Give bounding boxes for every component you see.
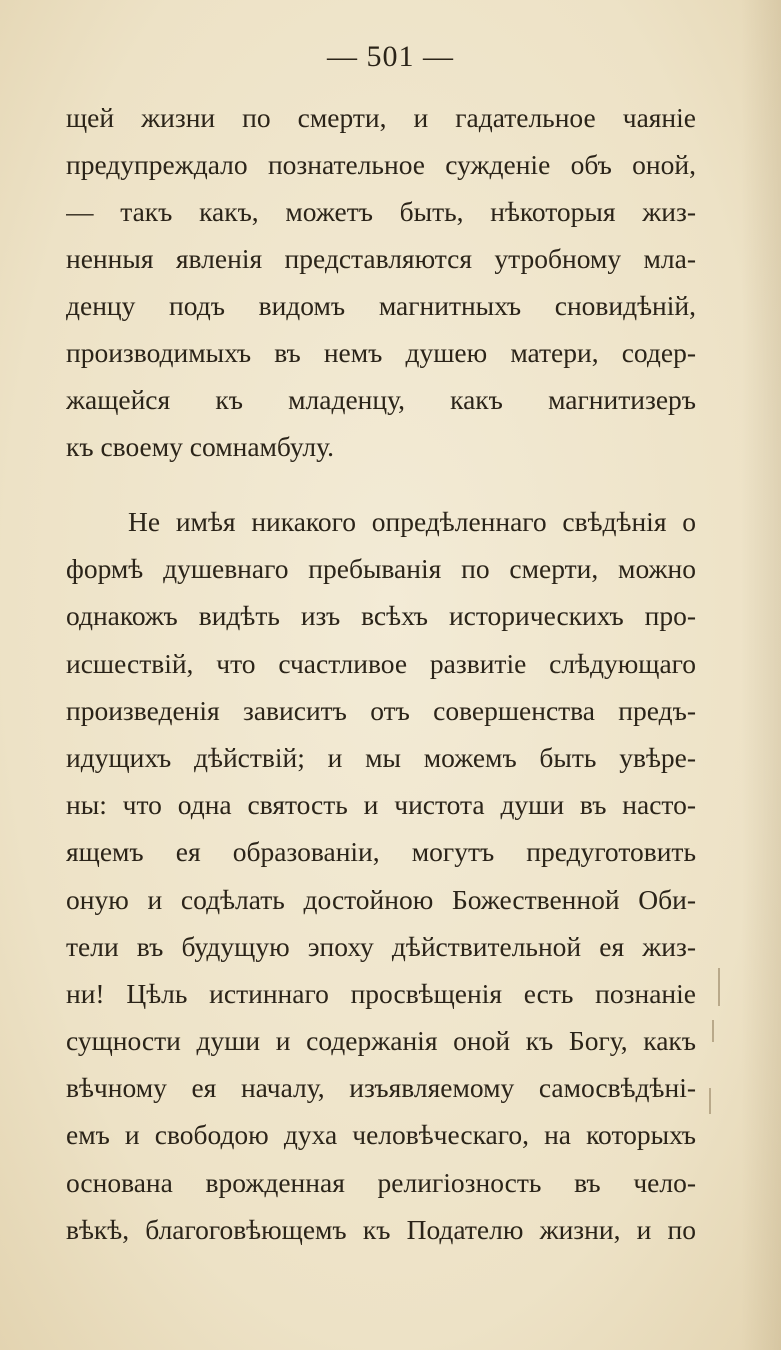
text-line: ящемъ ея образованіи, могутъ предуготовить [66, 836, 696, 868]
page-edge-shadow [741, 0, 781, 1350]
text-line: идущихъ дѣйствій; и мы можемъ быть увѣре- [66, 741, 696, 773]
text-line: исшествій, что счастливое развитіе слѣдующаго [66, 647, 696, 679]
text-line: щей жизни по смерти, и гадательное чаяніе [66, 102, 696, 133]
text-line: къ своему сомнамбулу. [66, 431, 335, 462]
paragraph-1 [66, 94, 696, 470]
text-line: основана врожденная религіозность въ чело- [66, 1166, 696, 1198]
page-number: — 501 — [327, 40, 454, 73]
margin-ink-mark [712, 1020, 714, 1042]
text-line: производимыхъ въ немъ душею матери, содер- [66, 337, 696, 368]
margin-ink-mark [709, 1088, 711, 1114]
text-line: сущности души и содержанія оной къ Богу, какъ [66, 1025, 696, 1057]
text-line: ни! Цѣль истиннаго просвѣщенія есть познаніе [66, 977, 696, 1009]
text-line: произведенія зависитъ отъ совершенства предъ- [66, 694, 696, 726]
text-line: емъ и свободою духа человѣческаго, на которыхъ [66, 1119, 696, 1151]
text-line: тели въ будущую эпоху дѣйствительной ея жиз- [66, 930, 696, 962]
text-line: формѣ душевнаго пребыванія по смерти, можно [66, 553, 696, 585]
text-line: однакожъ видѣть изъ всѣхъ историческихъ про- [66, 600, 696, 632]
text-line: предупреждало познательное сужденіе объ оной, [66, 149, 696, 180]
text-line: ненныя явленія представляются утробному мла- [66, 243, 696, 274]
text-line: вѣчному ея началу, изъявляемому самосвѣдѣні- [66, 1072, 696, 1104]
text-line: ны: что одна святость и чистота души въ насто- [66, 789, 696, 821]
text-line: — такъ какъ, можетъ быть, нѣкоторыя жиз- [66, 196, 696, 227]
text-line: вѣкѣ, благоговѣющемъ къ Подателю жизни, и по [66, 1213, 696, 1245]
text-line: жащейся къ младенцу, какъ магнитизеръ [66, 384, 696, 415]
text-line: денцу подъ видомъ магнитныхъ сновидѣній, [66, 290, 696, 321]
text-line: оную и содѣлать достойною Божественной Оби- [66, 883, 696, 915]
paragraph-2 [66, 498, 696, 1253]
text-line: Не имѣя никакого опредѣленнаго свѣдѣнія о [128, 506, 696, 537]
margin-ink-mark [718, 968, 720, 1006]
